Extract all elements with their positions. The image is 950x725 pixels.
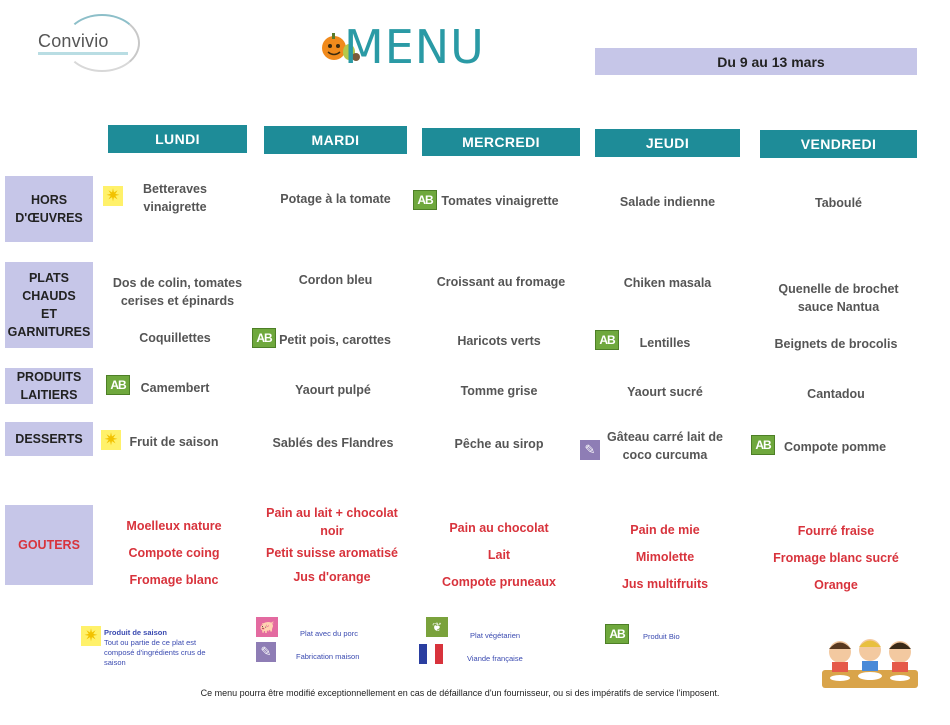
gouter-mercredi	[422, 515, 576, 596]
snack-line: Fromage blanc sucré	[773, 551, 899, 565]
snack-line: Compote pruneaux	[442, 575, 556, 589]
page-title: MENU	[344, 20, 485, 74]
dish-line: Quenelle de brochet	[778, 282, 899, 296]
convivio-logo	[34, 14, 139, 70]
laitier-lundi: Camembert	[140, 381, 210, 395]
dish-line: Betteraves	[143, 182, 207, 196]
category-label: D'ŒUVRES	[15, 211, 83, 225]
dessert-vendredi: Compote pomme	[783, 440, 887, 454]
day-header-mardi: MARDI	[264, 126, 407, 154]
plat-mardi: Cordon bleu	[298, 273, 373, 287]
garniture-jeudi: Lentilles	[639, 336, 691, 350]
dish-line: Dos de colin, tomates	[112, 276, 243, 290]
date-range: Du 9 au 13 mars	[717, 53, 825, 70]
dish-line: cerises et épinards	[120, 294, 235, 308]
footer-disclaimer: Ce menu pourra être modifié exceptionnellement en cas de défaillance d'un fournisseur, ou si des impératifs de service l'imposent.	[200, 688, 720, 698]
garniture-lundi: Coquillettes	[139, 331, 211, 345]
category-plats-chauds	[5, 262, 93, 348]
hors-lundi	[125, 180, 225, 216]
plat-lundi	[108, 274, 247, 310]
day-header-mercredi: MERCREDI	[422, 128, 580, 156]
hors-vendredi: Taboulé	[815, 196, 862, 210]
french-flag-icon	[419, 644, 443, 664]
organic-product-icon: AB	[106, 375, 130, 395]
seasonal-product-icon	[81, 626, 101, 646]
plat-vendredi	[760, 280, 917, 316]
seasonal-product-icon	[103, 186, 123, 206]
garniture-mercredi: Haricots verts	[457, 334, 541, 348]
dessert-lundi: Fruit de saison	[129, 435, 219, 449]
homemade-icon: ✎	[256, 642, 276, 662]
hors-mardi: Potage à la tomate	[280, 192, 391, 206]
legend-desc: Tout ou partie de ce plat est	[104, 638, 197, 647]
garniture-mardi: Petit pois, carottes	[279, 333, 391, 347]
organic-product-icon: AB	[605, 624, 629, 644]
gouter-lundi	[108, 513, 240, 594]
laitier-vendredi: Cantadou	[807, 387, 865, 401]
laitier-mardi: Yaourt pulpé	[295, 383, 371, 397]
menu-title-block	[320, 18, 500, 74]
dessert-mardi: Sablés des Flandres	[272, 436, 394, 450]
organic-product-icon: AB	[413, 190, 437, 210]
category-label: PRODUITS	[16, 370, 82, 384]
plat-mercredi: Croissant au fromage	[436, 275, 566, 289]
logo-text: Convivio	[38, 31, 109, 51]
seasonal-product-icon	[101, 430, 121, 450]
snack-line: noir	[320, 524, 344, 538]
day-header-vendredi: VENDREDI	[760, 130, 917, 158]
dish-line: vinaigrette	[143, 200, 207, 214]
snack-line: Petit suisse aromatisé	[265, 546, 398, 560]
pork-icon: 🐖	[256, 617, 278, 637]
snack-line: Mimolette	[635, 550, 695, 564]
homemade-icon: ✎	[580, 440, 600, 460]
legend-organic: Produit Bio	[643, 632, 680, 641]
gouter-jeudi	[595, 517, 735, 598]
children-eating-illustration	[820, 632, 920, 690]
legend-vegetarian: Plat végétarien	[470, 631, 521, 640]
hors-jeudi: Salade indienne	[619, 195, 716, 209]
hors-mercredi: Tomates vinaigrette	[441, 194, 559, 208]
category-label: HORS	[30, 193, 68, 207]
snack-line: Compote coing	[128, 546, 220, 560]
snack-line: Pain au chocolat	[449, 521, 549, 535]
category-desserts: DESSERTS	[5, 422, 93, 456]
legend-title: Produit de saison	[104, 628, 167, 637]
snack-line: Lait	[487, 548, 511, 562]
legend-french-meat: Viande française	[467, 654, 523, 663]
snack-line: Fourré fraise	[797, 524, 875, 538]
gouter-vendredi	[760, 518, 912, 599]
category-label: GARNITURES	[7, 325, 91, 339]
snack-line: Pain de mie	[630, 523, 700, 537]
legend-homemade: Fabrication maison	[296, 652, 360, 661]
dessert-mercredi: Pêche au sirop	[454, 437, 544, 451]
snack-line: Jus d'orange	[293, 570, 371, 584]
dish-line: coco curcuma	[622, 448, 708, 462]
dish-line: sauce Nantua	[797, 300, 880, 314]
category-hors-doeuvres	[5, 176, 93, 242]
category-label: PLATS	[28, 271, 70, 285]
date-range-banner	[595, 48, 917, 75]
category-gouters: GOUTERS	[5, 505, 93, 585]
gouter-mardi	[262, 504, 402, 586]
category-label: ET	[41, 307, 57, 321]
snack-line: Fromage blanc	[129, 573, 219, 587]
day-header-lundi: LUNDI	[108, 125, 247, 153]
organic-product-icon: AB	[751, 435, 775, 455]
category-produits-laitiers	[5, 368, 93, 404]
category-label: CHAUDS	[22, 289, 76, 303]
logo-tagline-bar	[38, 52, 128, 55]
dessert-jeudi	[600, 428, 730, 464]
snack-line: Orange	[814, 578, 858, 592]
plat-jeudi: Chiken masala	[623, 276, 712, 290]
organic-product-icon: AB	[252, 328, 276, 348]
legend-pork: Plat avec du porc	[300, 629, 358, 638]
laitier-jeudi: Yaourt sucré	[627, 385, 703, 399]
legend-desc: saison	[104, 658, 126, 667]
organic-product-icon: AB	[595, 330, 619, 350]
category-label: LAITIERS	[20, 388, 78, 402]
snack-line: Jus multifruits	[621, 577, 709, 591]
snack-line: Moelleux nature	[126, 519, 222, 533]
laitier-mercredi: Tomme grise	[460, 384, 538, 398]
day-header-jeudi: JEUDI	[595, 129, 740, 157]
vegetarian-icon: ❦	[426, 617, 448, 637]
dish-line: Gâteau carré lait de	[606, 430, 724, 444]
snack-line: Pain au lait + chocolat	[266, 506, 398, 520]
legend-desc: composé d'ingrédients crus de	[104, 648, 206, 657]
garniture-vendredi: Beignets de brocolis	[774, 337, 898, 351]
legend-seasonal	[104, 628, 244, 668]
